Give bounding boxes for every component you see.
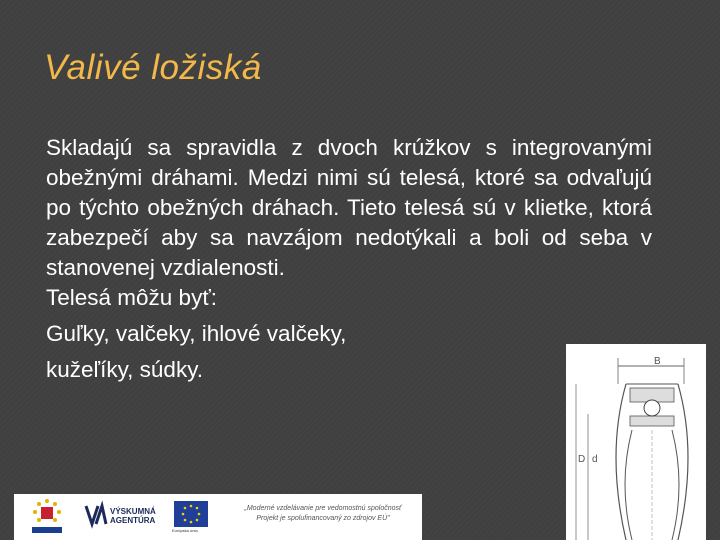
body-line-types-1: Guľky, valčeky, ihlové valčeky, (46, 321, 347, 346)
flag-caption: Európska únia (172, 528, 198, 533)
eu-stars-logo (22, 497, 72, 537)
label-b: B (654, 356, 661, 367)
agency-name-line2: AGENTÚRA (110, 516, 156, 525)
body-paragraph: Skladajú sa spravidla z dvoch krúžkov s integrovanými obežnými dráhami. Medzi nimi sú telesá, ktoré sa odvaľujú po týchto obežných dráhach. Tieto telesá sú v klietke, ktorá zabezpečí aby sa navzájom nedotýkali a boli od seba v stanovenej vzdialenosti. (46, 135, 652, 280)
body-line-types-2: kužeľíky, súdky. (46, 357, 204, 382)
label-D: D (578, 454, 586, 465)
quote-line1: „Moderné vzdelávanie pre vedomostnú spoločnosť (244, 505, 402, 512)
body-line-bodies: Telesá môžu byť: (46, 285, 218, 310)
agency-name (110, 507, 156, 525)
agency-name-line1: VÝSKUMNÁ (110, 507, 156, 516)
slide-title: Valivé ložiská (44, 48, 262, 87)
bearing-diagram (566, 344, 706, 540)
bearing-drawing (566, 344, 706, 540)
footer-logos (14, 494, 422, 540)
agency-logo-icon (84, 500, 108, 530)
slide-body (46, 133, 652, 385)
project-quote (228, 504, 418, 524)
quote-line2: Projekt je spolufinancovaný zo zdrojov EÚ" (256, 515, 390, 522)
label-d: d (592, 454, 598, 465)
eu-flag-icon (174, 501, 208, 527)
